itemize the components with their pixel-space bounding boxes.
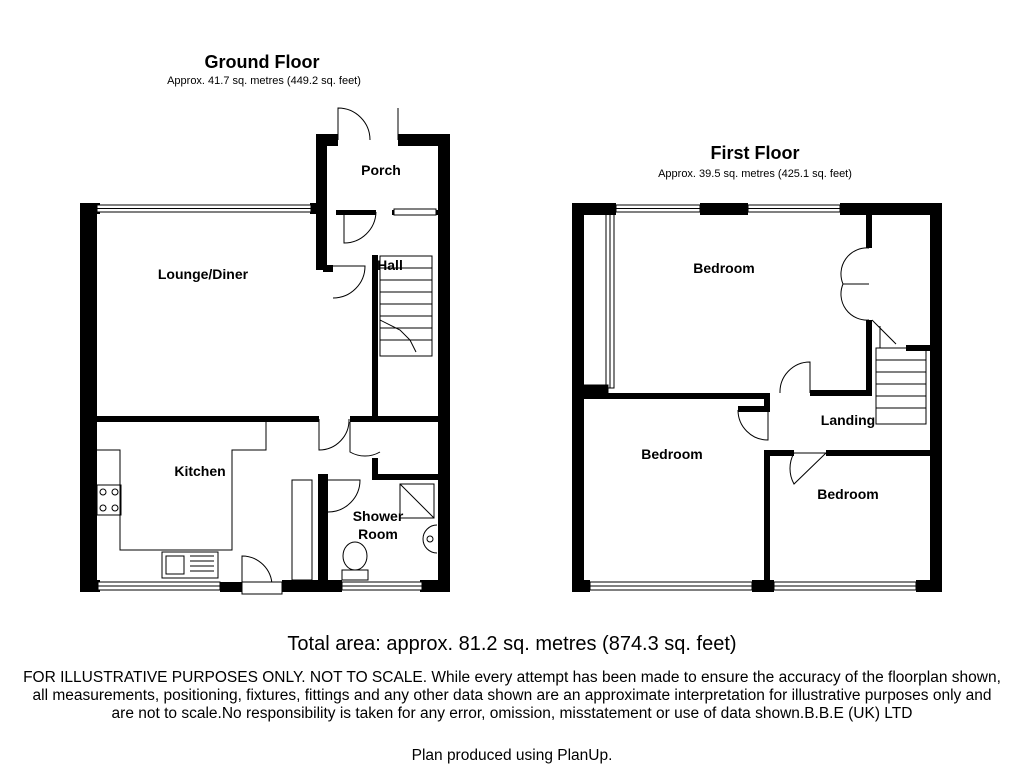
porch-door-swing bbox=[344, 212, 376, 243]
room-label-kitchen: Kitchen bbox=[174, 463, 226, 479]
room-label-shower-line1: Shower bbox=[352, 508, 404, 524]
lounge-door-swing bbox=[333, 266, 365, 298]
ground-floor-area: Approx. 41.7 sq. metres (449.2 sq. feet) bbox=[167, 75, 361, 87]
kitchen-door-swing bbox=[319, 419, 349, 450]
first-floor-area: Approx. 39.5 sq. metres (425.1 sq. feet) bbox=[658, 168, 852, 180]
first-floor-stairs bbox=[876, 326, 926, 424]
ground-floor-plan bbox=[80, 52, 450, 594]
first-floor-internal-walls bbox=[584, 212, 936, 592]
room-label-bedroom-right: Bedroom bbox=[817, 486, 879, 502]
first-floor-plan bbox=[572, 143, 942, 592]
main-bedroom-door-swing bbox=[780, 362, 810, 393]
first-floor-doors bbox=[738, 248, 896, 484]
shower-door-swing bbox=[350, 422, 380, 456]
disclaimer-text: FOR ILLUSTRATIVE PURPOSES ONLY. NOT TO SCALE. While every attempt has been made to ensure the accuracy of the floorplan shown, all measurements, positioning, fixtures, fittings and any other data shown are an approximate interpretation for illustrative purposes only and are not to scale.No responsibility is taken for any error, omission, misstatement or use of data shown.B.B.E (UK) LTD bbox=[23, 669, 1001, 722]
room-label-landing: Landing bbox=[820, 412, 876, 428]
room-label-shower-line2: Room bbox=[358, 526, 398, 542]
porch-window bbox=[394, 209, 436, 215]
front-door-swing bbox=[338, 108, 370, 140]
kitchen-units bbox=[97, 422, 312, 580]
room-label-bedroom-left: Bedroom bbox=[641, 446, 703, 462]
room-label-hall: Hall bbox=[377, 257, 403, 273]
room-label-porch: Porch bbox=[361, 162, 401, 178]
credit-text: Plan produced using PlanUp. bbox=[411, 747, 613, 764]
room-label-lounge-diner: Lounge/Diner bbox=[157, 266, 249, 282]
total-area-text: Total area: approx. 81.2 sq. metres (874.3 sq. feet) bbox=[287, 633, 737, 655]
wardrobe bbox=[584, 212, 614, 393]
left-bedroom-door-swing bbox=[738, 410, 768, 440]
first-floor-title: First Floor bbox=[710, 143, 800, 163]
right-bedroom-door-swing bbox=[790, 453, 826, 484]
ground-floor-title: Ground Floor bbox=[204, 52, 320, 72]
room-label-bedroom-main: Bedroom bbox=[693, 260, 755, 276]
